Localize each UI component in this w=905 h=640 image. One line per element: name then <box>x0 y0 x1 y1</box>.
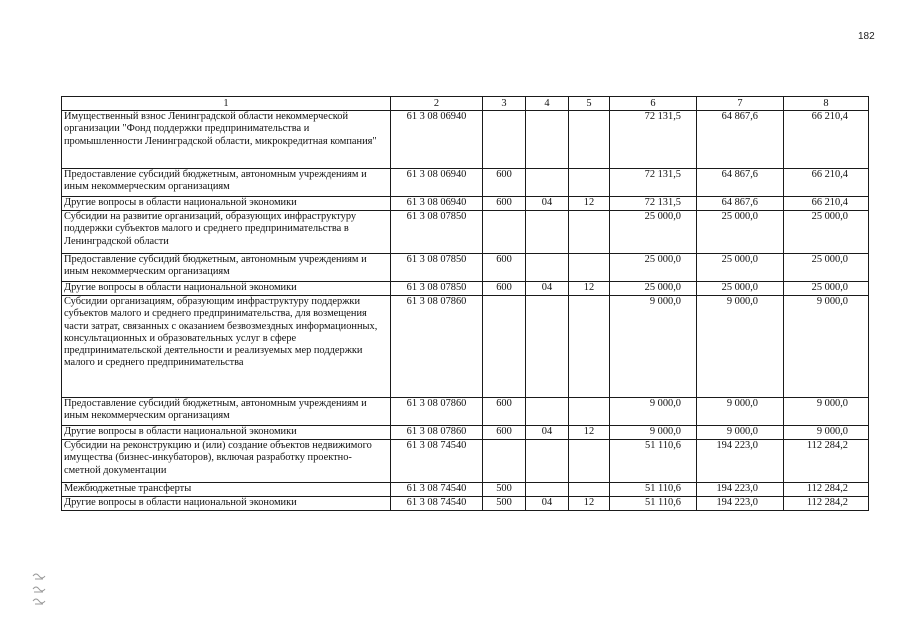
row-name: Другие вопросы в области национальной экономики <box>62 282 391 296</box>
row-name: Другие вопросы в области национальной экономики <box>62 497 391 511</box>
row-rz <box>526 296 569 398</box>
row-name: Субсидии организациям, образующим инфраструктуру поддержки субъектов малого и среднего предпринимательства, для возмещения части затрат, связанных с оказанием безвозмездных информационных, консультационных и образовательных услуг в сфере предпринимательской деятельности и реализуемых мер поддержки малого и среднего предпринимательства <box>62 296 391 398</box>
row-amount-col7: 194 223,0 <box>697 497 784 511</box>
table-row <box>62 111 869 169</box>
row-amount-col8: 9 000,0 <box>784 398 869 426</box>
row-name: Предоставление субсидий бюджетным, автономным учреждениям и иным некоммерческим организациям <box>62 398 391 426</box>
row-code: 61 3 08 74540 <box>391 497 483 511</box>
row-pr: 12 <box>569 426 610 440</box>
row-vr: 500 <box>483 497 526 511</box>
row-rz: 04 <box>526 426 569 440</box>
row-amount-col6: 9 000,0 <box>610 296 697 398</box>
row-name: Межбюджетные трансферты <box>62 483 391 497</box>
row-rz <box>526 169 569 197</box>
row-amount-col7: 25 000,0 <box>697 211 784 254</box>
table-row <box>62 282 869 296</box>
row-pr <box>569 211 610 254</box>
row-code: 61 3 08 07850 <box>391 282 483 296</box>
row-amount-col7: 25 000,0 <box>697 282 784 296</box>
budget-table <box>61 96 869 511</box>
scan-margin-marks <box>30 570 54 610</box>
row-amount-col7: 9 000,0 <box>697 426 784 440</box>
row-amount-col7: 64 867,6 <box>697 197 784 211</box>
row-pr <box>569 398 610 426</box>
row-vr: 600 <box>483 197 526 211</box>
row-amount-col6: 9 000,0 <box>610 426 697 440</box>
table-row <box>62 169 869 197</box>
header-row <box>62 97 869 111</box>
row-vr <box>483 296 526 398</box>
row-amount-col8: 9 000,0 <box>784 426 869 440</box>
row-amount-col8: 25 000,0 <box>784 254 869 282</box>
row-code: 61 3 08 07860 <box>391 296 483 398</box>
row-rz: 04 <box>526 197 569 211</box>
header-cell: 4 <box>526 97 569 111</box>
row-amount-col6: 72 131,5 <box>610 169 697 197</box>
table-row <box>62 426 869 440</box>
row-pr <box>569 111 610 169</box>
header-cell: 5 <box>569 97 610 111</box>
row-amount-col7: 64 867,6 <box>697 169 784 197</box>
header-cell: 7 <box>697 97 784 111</box>
header-cell: 6 <box>610 97 697 111</box>
row-amount-col8: 112 284,2 <box>784 440 869 483</box>
row-amount-col6: 25 000,0 <box>610 211 697 254</box>
row-amount-col8: 9 000,0 <box>784 296 869 398</box>
row-name: Другие вопросы в области национальной экономики <box>62 426 391 440</box>
row-vr: 600 <box>483 426 526 440</box>
row-vr: 600 <box>483 254 526 282</box>
table-row <box>62 398 869 426</box>
table-row <box>62 254 869 282</box>
header-cell: 3 <box>483 97 526 111</box>
row-amount-col8: 66 210,4 <box>784 197 869 211</box>
row-amount-col7: 64 867,6 <box>697 111 784 169</box>
row-amount-col7: 194 223,0 <box>697 440 784 483</box>
row-code: 61 3 08 07860 <box>391 398 483 426</box>
row-amount-col7: 25 000,0 <box>697 254 784 282</box>
row-amount-col6: 25 000,0 <box>610 254 697 282</box>
table-row <box>62 211 869 254</box>
row-amount-col8: 112 284,2 <box>784 497 869 511</box>
row-name: Субсидии на реконструкцию и (или) создание объектов недвижимого имущества (бизнес-инкубаторов), включая разработку проектно-сметной документации <box>62 440 391 483</box>
row-name: Другие вопросы в области национальной экономики <box>62 197 391 211</box>
row-amount-col6: 51 110,6 <box>610 497 697 511</box>
row-rz <box>526 211 569 254</box>
header-cell: 1 <box>62 97 391 111</box>
table-row <box>62 296 869 398</box>
row-vr: 600 <box>483 282 526 296</box>
row-code: 61 3 08 74540 <box>391 483 483 497</box>
row-amount-col6: 72 131,5 <box>610 197 697 211</box>
row-pr <box>569 483 610 497</box>
row-name: Предоставление субсидий бюджетным, автономным учреждениям и иным некоммерческим организациям <box>62 169 391 197</box>
row-amount-col7: 9 000,0 <box>697 398 784 426</box>
row-pr <box>569 169 610 197</box>
page-number: 182 <box>858 31 875 42</box>
row-code: 61 3 08 07850 <box>391 211 483 254</box>
row-name: Имущественный взнос Ленинградской области некоммерческой организации "Фонд поддержки предпринимательства и промышленности Ленинградской области, микрокредитная компания" <box>62 111 391 169</box>
row-rz <box>526 483 569 497</box>
row-amount-col6: 51 110,6 <box>610 483 697 497</box>
row-amount-col7: 9 000,0 <box>697 296 784 398</box>
table-row <box>62 497 869 511</box>
row-pr: 12 <box>569 497 610 511</box>
row-rz: 04 <box>526 282 569 296</box>
row-code: 61 3 08 06940 <box>391 111 483 169</box>
row-rz <box>526 111 569 169</box>
header-cell: 8 <box>784 97 869 111</box>
row-name: Предоставление субсидий бюджетным, автономным учреждениям и иным некоммерческим организациям <box>62 254 391 282</box>
row-amount-col8: 25 000,0 <box>784 282 869 296</box>
row-amount-col8: 66 210,4 <box>784 111 869 169</box>
row-amount-col6: 9 000,0 <box>610 398 697 426</box>
row-pr: 12 <box>569 282 610 296</box>
row-vr: 600 <box>483 169 526 197</box>
table-row <box>62 197 869 211</box>
row-pr <box>569 296 610 398</box>
table-row <box>62 440 869 483</box>
table-row <box>62 483 869 497</box>
row-rz <box>526 398 569 426</box>
row-vr <box>483 111 526 169</box>
row-code: 61 3 08 06940 <box>391 197 483 211</box>
row-pr <box>569 440 610 483</box>
row-amount-col6: 25 000,0 <box>610 282 697 296</box>
row-vr: 600 <box>483 398 526 426</box>
row-amount-col6: 72 131,5 <box>610 111 697 169</box>
row-amount-col8: 25 000,0 <box>784 211 869 254</box>
row-vr <box>483 440 526 483</box>
row-rz <box>526 440 569 483</box>
row-code: 61 3 08 07860 <box>391 426 483 440</box>
row-name: Субсидии на развитие организаций, образующих инфраструктуру поддержки субъектов малого и среднего предпринимательства в Ленинградской области <box>62 211 391 254</box>
row-rz <box>526 254 569 282</box>
row-amount-col8: 112 284,2 <box>784 483 869 497</box>
row-rz: 04 <box>526 497 569 511</box>
row-code: 61 3 08 06940 <box>391 169 483 197</box>
row-vr <box>483 211 526 254</box>
header-cell: 2 <box>391 97 483 111</box>
row-pr <box>569 254 610 282</box>
row-amount-col8: 66 210,4 <box>784 169 869 197</box>
row-vr: 500 <box>483 483 526 497</box>
row-code: 61 3 08 74540 <box>391 440 483 483</box>
row-amount-col6: 51 110,6 <box>610 440 697 483</box>
row-pr: 12 <box>569 197 610 211</box>
row-amount-col7: 194 223,0 <box>697 483 784 497</box>
row-code: 61 3 08 07850 <box>391 254 483 282</box>
